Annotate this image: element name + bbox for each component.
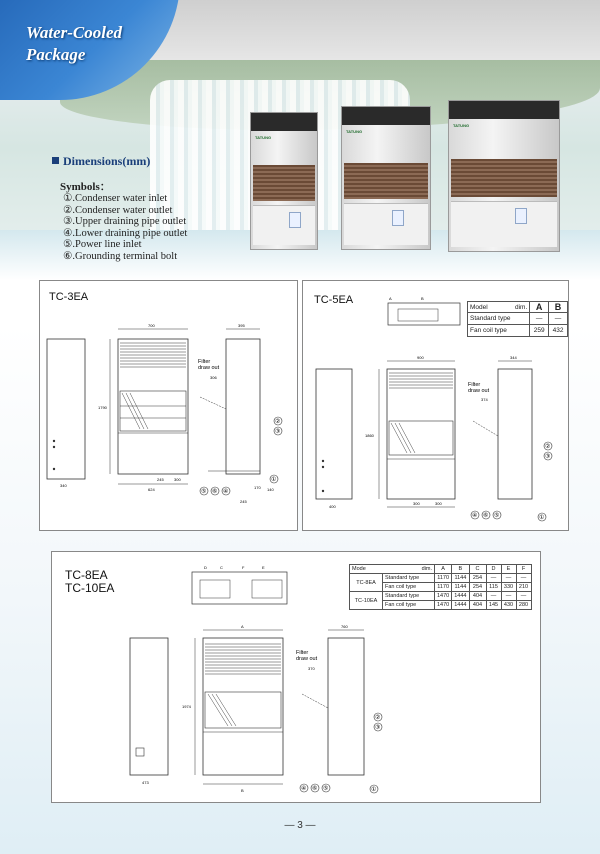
tc8-height: 1974	[182, 704, 191, 709]
tc3-front-grille	[120, 343, 186, 367]
tc3-filter-line1: Filter	[198, 359, 211, 365]
unit-grille	[344, 163, 428, 199]
unit-lower-panel	[344, 203, 428, 245]
tc3-marker: ⑤	[201, 489, 207, 495]
tc8-side-top: 760	[341, 624, 348, 629]
tc8-top-inner	[252, 580, 282, 598]
symbols-list	[63, 193, 187, 263]
header-banner	[0, 0, 600, 108]
tc5-table-row-label: Fan coil type	[468, 325, 530, 337]
tc8-table-cell: 1444	[452, 601, 469, 610]
tc5-table-col: B	[549, 302, 568, 313]
tc3-hole	[53, 446, 55, 448]
tc8-table-header-dim: dim.	[421, 566, 432, 572]
tc8-table-row-label: Fan coil type	[383, 583, 435, 592]
tc5-front-grille	[389, 373, 453, 388]
tc8-front-grille	[205, 644, 281, 674]
tc8-front-hatch	[208, 694, 236, 726]
drawing-tc3ea	[40, 281, 297, 530]
tc3-marker: ④	[223, 489, 229, 495]
tc8-table-model: TC-8EA	[350, 574, 383, 592]
tc8-table-cell: 145	[486, 601, 501, 610]
tc5-hole	[322, 490, 324, 492]
tc8-top-letter: C	[220, 565, 223, 570]
tc5-front-hatch	[391, 423, 415, 453]
tc3-bottom-dim: 340	[60, 483, 67, 488]
tc3-filter-arrow	[200, 397, 226, 409]
tc5-bottom-dim: 400	[329, 504, 336, 509]
tc8-side-view	[328, 638, 364, 775]
tc3-top-depth: 395	[238, 323, 245, 328]
control-panel	[289, 212, 301, 228]
tc5-marker: ④	[472, 513, 478, 519]
tc8-table-cell: —	[486, 592, 501, 601]
tc3-side-dim: 170	[254, 485, 261, 490]
symbol-item: ②.Condenser water outlet	[63, 204, 173, 216]
dimensions-heading-text: Dimensions(mm)	[63, 154, 151, 168]
bullet-square-icon	[52, 157, 59, 164]
tc5-top-letter: A	[389, 296, 392, 301]
tc8-table-cell: 254	[469, 574, 486, 583]
tc5-spec-table	[467, 301, 568, 337]
tc3-marker: ③	[275, 429, 281, 435]
tc8-table-col: C	[469, 565, 486, 574]
tc5-table-header-dim: dim.	[514, 303, 528, 311]
symbol-item: ⑥.Grounding terminal bolt	[63, 250, 178, 262]
tc3-side-dim: 245	[240, 499, 247, 504]
symbol-item: ④.Lower draining pipe outlet	[63, 227, 188, 239]
tc8-front-filter	[205, 692, 281, 728]
tc8-marker: ⑤	[323, 786, 329, 792]
tc8-table-cell: —	[501, 574, 516, 583]
tc3-filter-dim: 306	[210, 375, 217, 380]
symbol-item: ③.Upper draining pipe outlet	[63, 216, 187, 228]
tc5-front-filter	[389, 421, 453, 455]
tc8-left-view	[130, 638, 168, 775]
tc8-table-col: F	[516, 565, 531, 574]
tc8-top-letter: F	[242, 565, 245, 570]
model-label-line1: TC-8EA	[65, 568, 108, 582]
tc8-table-row-label: Standard type	[383, 574, 435, 583]
tc8-table-cell: 330	[501, 583, 516, 592]
tc8-spec-table	[349, 564, 532, 610]
tc3-hole	[53, 440, 55, 442]
unit-brand-label: TATUNG	[255, 135, 272, 140]
tc5-left-view	[316, 369, 352, 499]
tc8-table-cell: 280	[516, 601, 531, 610]
tc3-marker: ⑥	[212, 489, 218, 495]
tc8-table-header-model: Mode	[352, 566, 366, 572]
tc3-side-dim: 140	[267, 487, 274, 492]
product-unit-small	[250, 112, 318, 250]
tc3-front-dim: 624	[148, 487, 155, 492]
tc5-top-view	[388, 303, 460, 325]
tc8-table-cell: 1144	[452, 574, 469, 583]
tc8-marker: ①	[371, 787, 377, 793]
tc5-front-view	[387, 369, 455, 499]
tc3-side-view	[226, 339, 260, 474]
control-panel	[392, 210, 404, 226]
unit-top-band	[251, 113, 317, 131]
tc8-table-cell: 210	[516, 583, 531, 592]
page-title	[26, 22, 122, 66]
tc5-table-cell: 432	[549, 325, 568, 337]
product-unit-large	[448, 100, 560, 252]
tc8-top-inner	[200, 580, 230, 598]
tc8-table-cell: —	[486, 574, 501, 583]
tc3-marker: ②	[275, 419, 281, 425]
unit-brand-label: TATUNG	[346, 129, 363, 134]
tc8-table-cell: 1444	[452, 592, 469, 601]
tc8-table-cell: 430	[501, 601, 516, 610]
tc8-marker: ②	[375, 715, 381, 721]
tc8-front-letter: A	[241, 624, 244, 629]
drawing-frame-tc8ea	[51, 551, 541, 803]
tc8-table-col: E	[501, 565, 516, 574]
symbol-item: ⑤.Power line inlet	[63, 239, 142, 251]
tc8-top-view	[192, 572, 287, 604]
tc8-left-panel	[136, 748, 144, 756]
tc8-marker: ③	[375, 725, 381, 731]
tc5-table-cell: 259	[530, 325, 549, 337]
tc8-table-cell: 1170	[435, 583, 452, 592]
tc8-table-col: B	[452, 565, 469, 574]
tc3-front-dim: 245	[157, 477, 164, 482]
model-label-tc5ea: TC-5EA	[314, 294, 354, 306]
tc8-table-cell: 115	[486, 583, 501, 592]
tc8-table-row-label: Fan coil type	[383, 601, 435, 610]
tc8-filter-arrow	[302, 694, 328, 708]
tc3-front-hatch	[122, 393, 148, 429]
tc5-top-letter: B	[421, 296, 424, 301]
unit-lower-panel	[253, 205, 315, 245]
tc3-top-width: 700	[148, 323, 155, 328]
tc8-table-cell: —	[516, 592, 531, 601]
symbols-label: Symbols：	[60, 181, 111, 193]
tc8-marker: ⑥	[312, 786, 318, 792]
tc8-table-cell: 1470	[435, 592, 452, 601]
unit-top-band	[342, 107, 430, 125]
tc8-table-cell: 404	[469, 592, 486, 601]
model-label-tc3ea: TC-3EA	[49, 291, 89, 303]
tc3-front-filter	[120, 391, 186, 431]
tc8-filter-line1: Filter	[296, 650, 309, 656]
title-line-1: Water-Cooled	[26, 23, 123, 42]
tc5-front-bottom: 300	[435, 501, 442, 506]
tc8-table-col: D	[486, 565, 501, 574]
product-unit-medium	[341, 106, 431, 250]
tc3-front-dim: 300	[174, 477, 181, 482]
dimensions-heading	[52, 154, 150, 169]
tc8-front-view	[203, 638, 283, 775]
unit-top-band	[449, 101, 559, 119]
tc8-bottom-dim: 473	[142, 780, 149, 785]
tc5-marker: ⑥	[483, 513, 489, 519]
tc8-filter-line2: draw out	[296, 656, 318, 662]
control-panel	[515, 208, 527, 224]
unit-brand-label: TATUNG	[453, 123, 470, 128]
tc8-marker: ④	[301, 786, 307, 792]
tc5-table-header-model: Model	[470, 303, 488, 311]
tc5-filter-line1: Filter	[468, 382, 481, 388]
tc8-table-header	[350, 565, 435, 574]
tc5-marker: ①	[539, 515, 545, 521]
tc8-front-letter: B	[241, 788, 244, 793]
tc8-top-letter: D	[204, 565, 207, 570]
tc5-filter-dim: 374	[481, 397, 488, 402]
tc8-table-cell: 1144	[452, 583, 469, 592]
tc5-marker: ③	[545, 454, 551, 460]
tc8-table-row-label: Standard type	[383, 592, 435, 601]
tc3-left-view	[47, 339, 85, 479]
tc5-table-cell: —	[549, 313, 568, 325]
drawing-frame-tc5ea	[302, 280, 569, 531]
tc5-table-row-label: Standard type	[468, 313, 530, 325]
tc5-height: 1860	[365, 433, 374, 438]
unit-lower-panel	[451, 201, 557, 247]
drawing-frame-tc3ea	[39, 280, 298, 531]
tc5-marker: ⑤	[494, 513, 500, 519]
tc5-table-header	[468, 302, 530, 313]
tc8-table-cell: 1470	[435, 601, 452, 610]
symbol-item: ①.Condenser water inlet	[63, 193, 168, 204]
tc5-table-col: A	[530, 302, 549, 313]
tc3-filter-line2: draw out	[198, 365, 220, 371]
tc5-marker: ②	[545, 444, 551, 450]
model-label-line2: TC-10EA	[65, 581, 115, 595]
tc3-hole	[53, 468, 55, 470]
tc5-top-inner	[398, 309, 438, 321]
tc8-table-cell: —	[501, 592, 516, 601]
tc5-table-cell: —	[530, 313, 549, 325]
tc8-filter-dim: 370	[308, 666, 315, 671]
tc8-table-cell: 404	[469, 601, 486, 610]
tc5-side-top: 344	[510, 355, 517, 360]
tc5-filter-line2: draw out	[468, 388, 490, 394]
tc8-table-cell: —	[516, 574, 531, 583]
tc5-front-bottom: 300	[413, 501, 420, 506]
title-line-2: Package	[26, 45, 86, 64]
tc5-hole	[322, 466, 324, 468]
tc5-hole	[322, 460, 324, 462]
unit-grille	[451, 159, 557, 197]
tc8-table-cell: 1170	[435, 574, 452, 583]
tc5-front-top: 900	[417, 355, 424, 360]
tc8-table-cell: 254	[469, 583, 486, 592]
tc8-table-col: A	[435, 565, 452, 574]
tc5-side-view	[498, 369, 532, 499]
unit-grille	[253, 165, 315, 201]
tc8-top-letter: E	[262, 565, 265, 570]
tc3-height: 1790	[98, 405, 107, 410]
tc8-table-model: TC-10EA	[350, 592, 383, 610]
tc5-filter-arrow	[473, 421, 498, 436]
tc3-marker: ①	[271, 477, 277, 483]
page-number: — 3 —	[284, 820, 316, 831]
